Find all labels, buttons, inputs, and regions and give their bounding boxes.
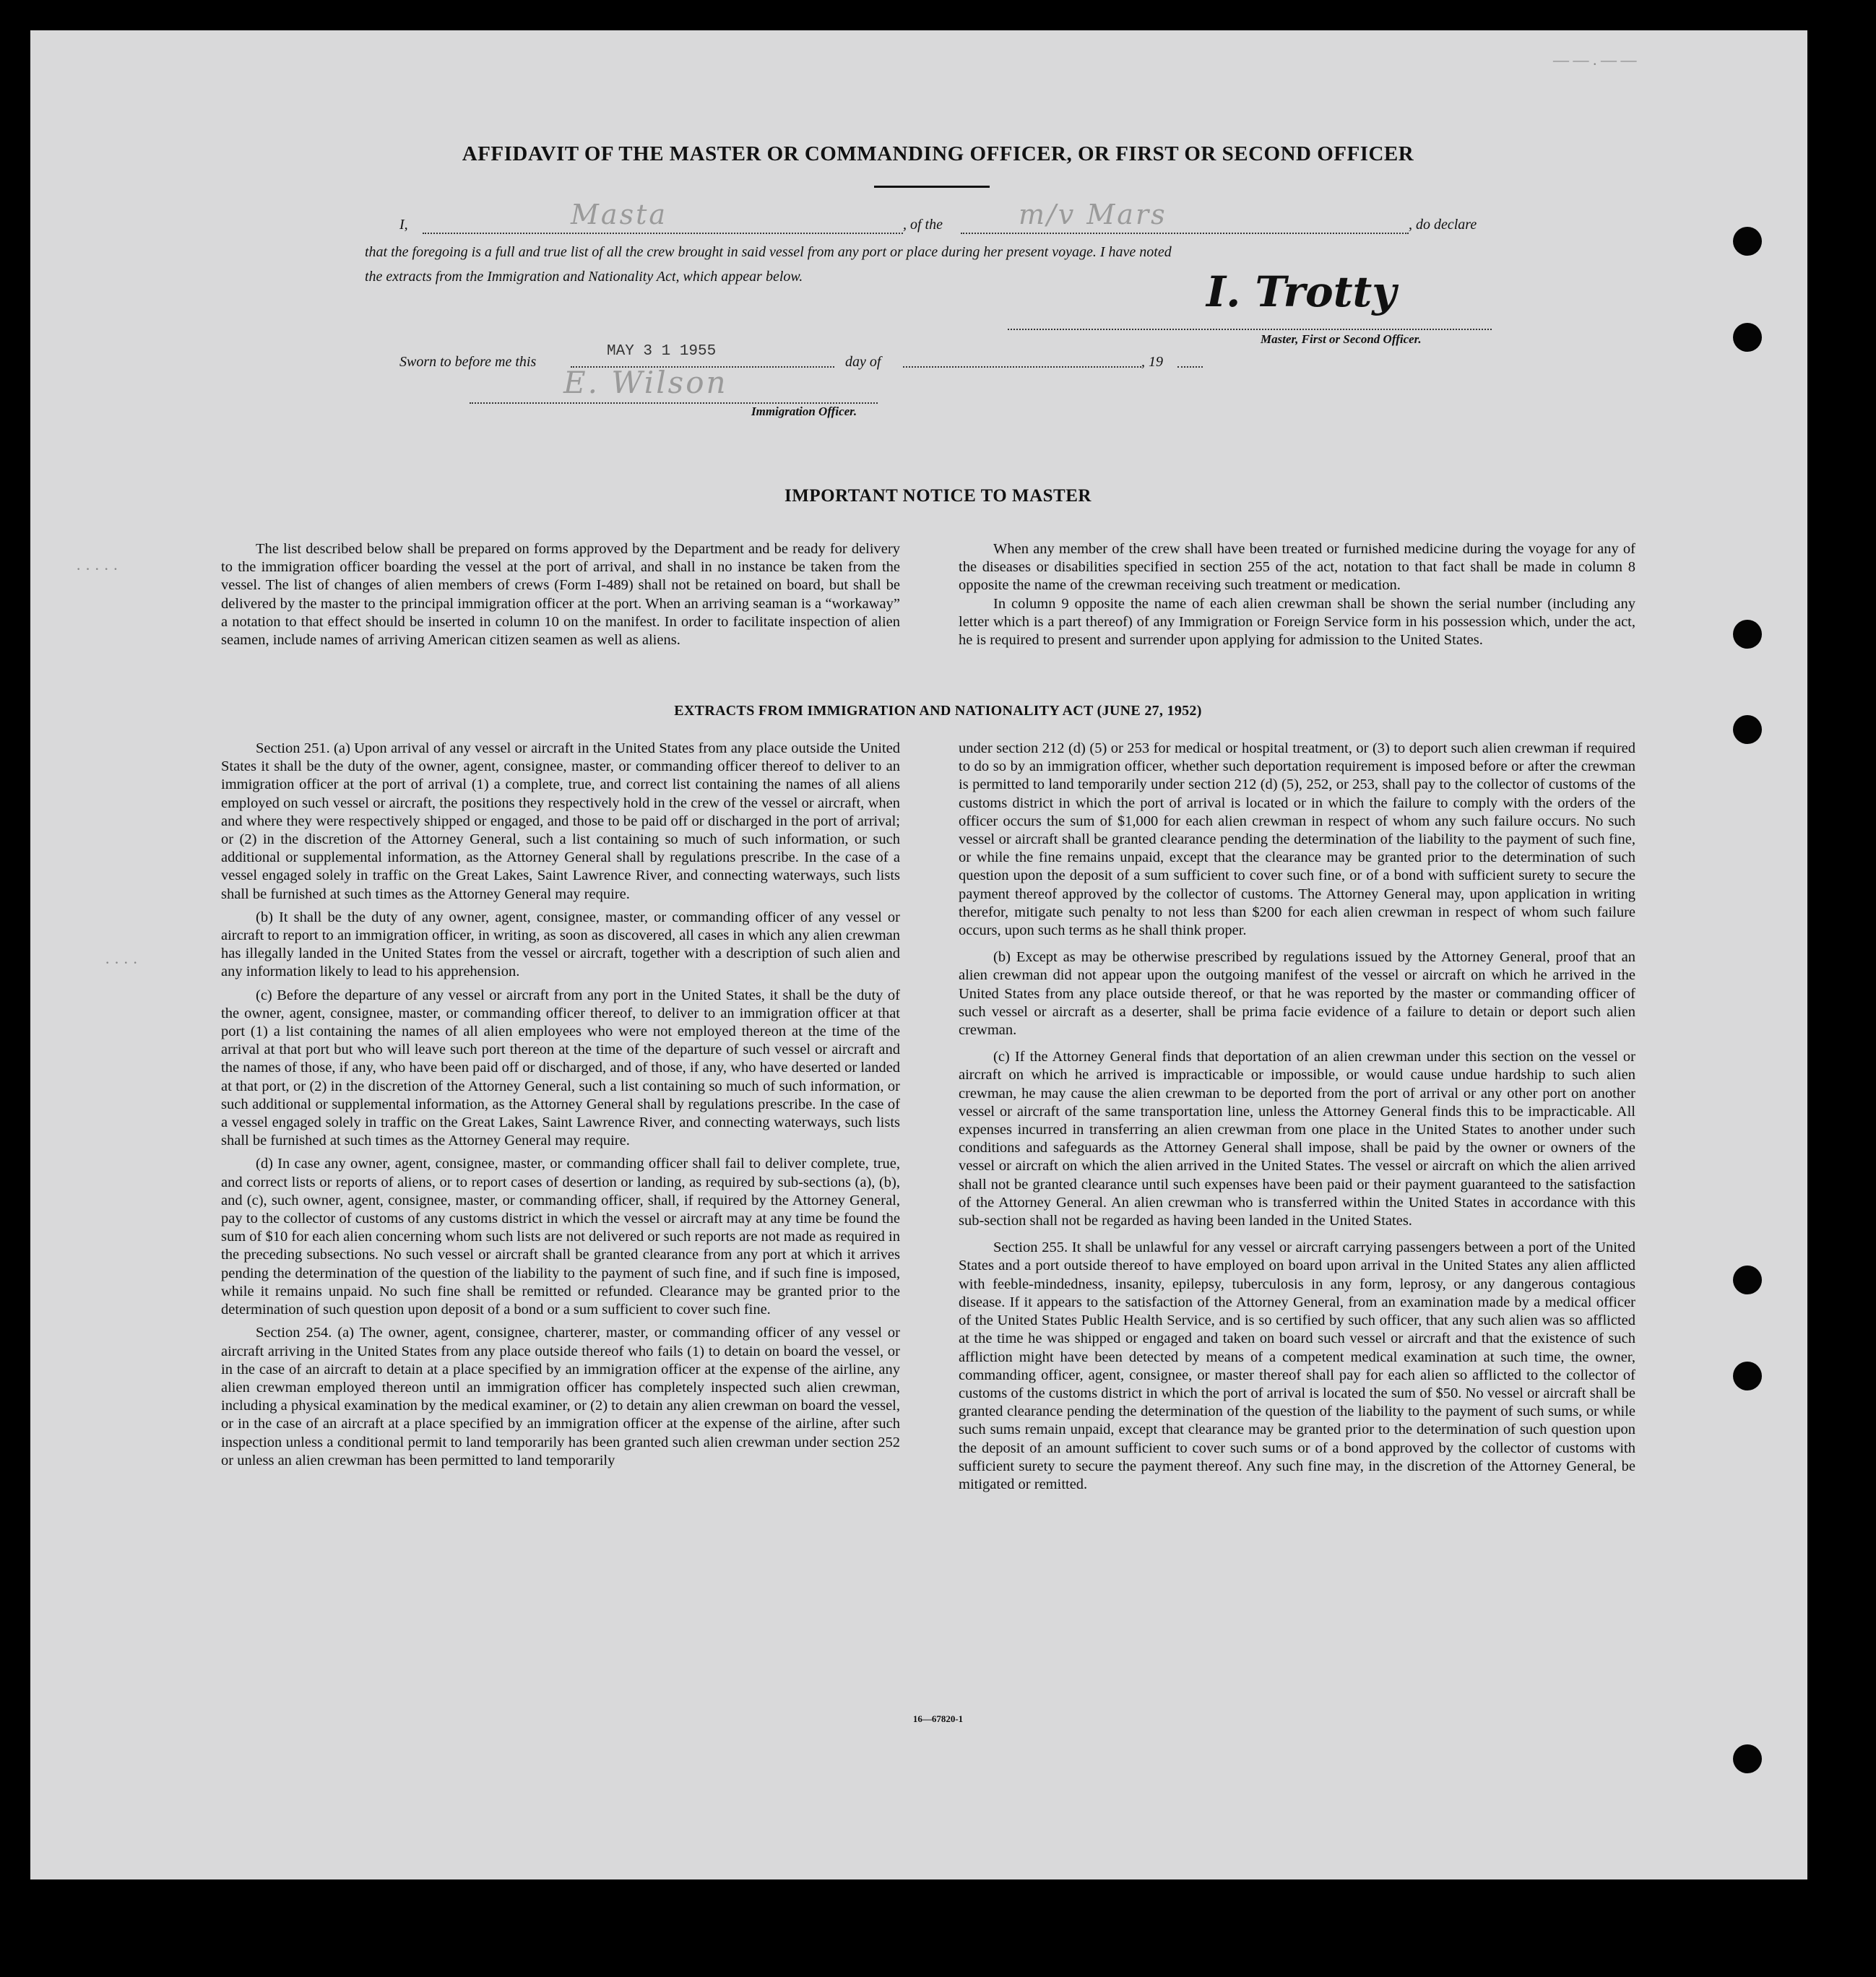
extracts-title: EXTRACTS FROM IMMIGRATION AND NATIONALITY ACT (JUNE 27, 1952) (674, 703, 1202, 719)
sworn-label: Sworn to before me this (399, 354, 537, 370)
margin-marks-left-2: · · · · (105, 953, 138, 972)
vessel-line (961, 233, 1409, 234)
vessel-handwritten: m/v Mars (1019, 199, 1167, 230)
margin-marks-top-right: — — . — — (1553, 51, 1637, 69)
notice-left-column (221, 540, 900, 649)
date-stamp: MAY 3 1 1955 (607, 343, 717, 360)
affidavit-title: AFFIDAVIT OF THE MASTER OR COMMANDING OFFICER, OR FIRST OR SECOND OFFICER (462, 142, 1414, 165)
officer-signature-line (470, 402, 878, 404)
section-251-c: (c) Before the departure of any vessel or aircraft from any port in the United States, it shall be the duty of the owner, agent, consignee, master, or commanding officer thereof, to deliver to an immigration officer at that port (1) a list containing the names of all alien employees who were not employed thereon at the time of the arrival at that port but who will leave such port thereon at the time of the departure of such vessel or aircraft and the names of those, if any, who have been paid off or discharged, and of those, if any, who have deserted or landed at that port, or (2) in the discretion of the Attorney General, such a list containing so much of such information, or such additional or supplemental information, as the Attorney General shall by regulations prescribe. In the case of a vessel engaged solely in traffic on the Great Lakes, Saint Lawrence River, and connecting waterways, such lists shall be furnished at such times as the Attorney General may require. (221, 987, 900, 1149)
extracts-left-column (221, 740, 900, 1470)
section-254-c: (c) If the Attorney General finds that deportation of an alien crewman under this section on the vessel or aircraft on which he arrived is impracticable or impossible, or would cause undue hardship to such alien crewman, he may cause the alien crewman to be deported from the port of arrival or any other port on another vessel or aircraft of the same transportation line, unless the Attorney General finds this to be impracticable. All expenses incurred in transferring an alien crewman from one place in the United States to another under such conditions and safeguards as the Attorney General shall impose, shall be paid by the owner or owners of the vessel or aircraft on which the alien arrived in the United States. The vessel or aircraft on which the alien arrived shall not be granted clearance until such expenses have been paid or their payment guaranteed to the satisfaction of the Attorney General. An alien crewman who is transferred within the United States in accordance with this sub-section shall not be regarded as having been landed in the United States. (959, 1049, 1635, 1229)
section-251-a: Section 251. (a) Upon arrival of any vessel or aircraft in the United States from any place outside the United States it shall be the duty of the owner, agent, consignee, master, or commanding officer thereof to deliver to an immigration officer at the port of arrival (1) a complete, true, and correct list containing the names of all aliens employed on such vessel or aircraft, the positions they respectively hold in the crew of the vessel or aircraft, when and where they were respectively shipped or engaged, and those to be paid off or discharged in the port of arrival; or (2) in the discretion of the Attorney General, such a list containing so much of such information, or such additional or supplemental information, as the Attorney General shall by regulations prescribe. In the case of a vessel engaged solely in traffic on the Great Lakes, Saint Lawrence River, and connecting waterways, such lists shall be furnished at such times as the Attorney General may require. (221, 740, 900, 902)
section-254-a: Section 254. (a) The owner, agent, consignee, charterer, master, or commanding officer of any vessel or aircraft arriving in the United States from any place outside thereof who fails (1) to detain on board the vessel, or in the case of an aircraft to detain at a place specified by an immigration officer at the expense of the airline, any alien crewman employed thereon until an immigration officer has completely inspected such alien crewman, including a physical examination by the medical examiner, or (2) to detain any alien crewman on board the vessel, or in the case of an aircraft at a place specified by an immigration officer at the expense of the airline, after such inspection unless a conditional permit to land temporarily has been granted such alien crewman under section 252 or unless an alien crewman has been permitted to land temporarily (221, 1325, 900, 1468)
punch-hole-3 (1733, 620, 1762, 649)
section-251-d: (d) In case any owner, agent, consignee, master, or commanding officer shall fail to deliver complete, true, and correct lists or reports of aliens, or to report cases of desertion or landing, as required by sub-sections (a), (b), and (c), such owner, agent, consignee, master, or commanding officer, shall, if required by the Attorney General, pay to the collector of customs of any customs district in which the vessel or aircraft may at any time be found the sum of $10 for each alien concerning whom such lists are not delivered or such reports are not made as required in the preceding subsections. No such vessel or aircraft shall be granted clearance from any port at which it arrives pending the determination of the question of the liability to the payment of such fine, and if such fine is imposed, while it remains unpaid. No such fine shall be remitted or refunded. Clearance may be granted prior to the determination of such question upon deposit of a bond or a sum sufficient to cover such fine. (221, 1156, 900, 1318)
form-code: 16—67820-1 (912, 1713, 964, 1724)
day-of-line (903, 366, 1141, 368)
notice-left-paragraph: The list described below shall be prepared on forms approved by the Department and be ready for delivery to the immigration officer boarding the vessel at the port of arrival, and shall in no instance be taken from the vessel. The list of changes of alien members of crews (Form I-489) shall not be retained on board, but shall be delivered by the master to the principal immigration officer at the port. When an arriving seaman is a “workaway” a notation to that effect should be inserted in column 10 on the manifest. In order to facilitate inspection of alien seamen, include names of arriving American citizen seamen as well as aliens. (221, 541, 900, 649)
notice-title: IMPORTANT NOTICE TO MASTER (784, 486, 1092, 506)
extracts-right-column (959, 740, 1635, 1494)
section-254-a-continued: under section 212 (d) (5) or 253 for medical or hospital treatment, or (3) to deport such alien crewman if required to do so by an immigration officer, whether such deportation requirement is imposed before or after the crewman is permitted to land temporarily under section 212 (d) (5), 252, or 253, shall pay to the collector of customs of the customs district in which the port of arrival is located or in which the failure to comply with the orders of the officer occurs the sum of $1,000 for each alien crewman in respect of whom any such failure occurs. No such vessel or aircraft shall be granted clearance pending the determination of the liability to the payment of such fine, or while the fine remains unpaid, except that the clearance may be granted prior to the determination of such question upon the deposit of a sum sufficient to cover such fine, or of a bond with sufficient surety to secure the payment thereof approved by the collector of customs. The Attorney General may, upon application in writing therefor, mitigate such penalty to not less than $200 for each alien crewman in respect of whom such failure occurs, upon such terms as he shall think proper. (959, 740, 1635, 939)
section-251-b: (b) It shall be the duty of any owner, agent, consignee, master, or commanding officer of any vessel or aircraft to report to an immigration officer, in writing, as soon as discovered, all cases in which any alien crewman has illegally landed in the United States from the vessel or aircraft, together with a description of such alien and any information likely to lead to his apprehension. (221, 909, 900, 980)
punch-hole-4 (1733, 715, 1762, 744)
day-of-label: day of (845, 354, 881, 370)
punch-hole-7 (1733, 1744, 1762, 1773)
punch-hole-5 (1733, 1266, 1762, 1294)
do-declare-label: , do declare (1409, 217, 1477, 233)
officer-label: Immigration Officer. (751, 405, 857, 418)
declaration-line-1: that the foregoing is a full and true list of all the crew brought in said vessel from any port or place during her present voyage. I have noted (365, 244, 1172, 260)
punch-hole-6 (1733, 1362, 1762, 1390)
officer-signature: E. Wilson (563, 365, 728, 400)
declaration-line-2: the extracts from the Immigration and Nationality Act, which appear below. (365, 269, 803, 285)
master-signature: I. Trotty (1206, 267, 1396, 316)
punch-hole-2 (1733, 323, 1762, 352)
of-the-label: , of the (903, 217, 943, 233)
section-254-b: (b) Except as may be otherwise prescribed by regulations issued by the Attorney General, proof that an alien crewman did not appear upon the outgoing manifest of the vessel or aircraft on which he arrived in the United States from any place outside thereof, or that he was reported by the master or commanding officer of such vessel or aircraft as a deserter, shall be prima facie evidence of a failure to detain or deport such alien crewman. (959, 949, 1635, 1039)
notice-right-paragraph-1: When any member of the crew shall have been treated or furnished medicine during the voyage for any of the diseases or disabilities specified in section 255 of the act, notation to that fact shall be made in column 8 opposite the name of the crewman receiving such treatment or medication. (959, 541, 1635, 594)
year-line (1177, 366, 1203, 368)
master-label: Master, First or Second Officer. (1261, 332, 1422, 346)
notice-right-paragraph-2: In column 9 opposite the name of each alien crewman shall be shown the serial number (including any letter which is a part thereof) of any Immigration or Foreign Service form in his possession which, under the act, he is required to present and surrender upon applying for admission to the United States. (959, 595, 1635, 649)
margin-marks-left-1: · · · · · (76, 560, 118, 578)
name-handwritten: Masta (571, 199, 667, 230)
i-label: I, (399, 217, 408, 233)
year-label: , 19 (1141, 354, 1163, 370)
master-signature-line (1008, 329, 1492, 330)
title-underline (874, 186, 990, 188)
notice-right-column (959, 540, 1635, 649)
name-line (423, 233, 903, 234)
section-255: Section 255. It shall be unlawful for any vessel or aircraft carrying passengers between a port of the United States and a port outside thereof to have employed on board upon arrival in the United States any alien afflicted with feeble-mindedness, insanity, epilepsy, tuberculosis in any form, leprosy, or any dangerous contagious disease. If it appears to the satisfaction of the Attorney General, from an examination made by a medical officer of the United States Public Health Service, and is so certified by such officer, that any such alien was so afflicted at the time he was shipped or engaged and taken on board such vessel or aircraft and that the existence of such affliction might have been detected by means of a competent medical examination at such time, the owner, commanding officer, agent, consignee, or master thereof shall pay for each alien so afflicted to the collector of customs of the customs district in which the port of arrival is located the sum of $50. No vessel or aircraft shall be granted clearance pending the determination of the question of the liability to the payment of such sums, or while such sums remain unpaid, except that clearance may be granted prior to the determination of such question upon the deposit of an amount sufficient to cover such sums or of a bond approved by the collector of customs with sufficient surety to secure the payment thereof. Any such fine may, in the discretion of the Attorney General, be mitigated or remitted. (959, 1240, 1635, 1492)
punch-hole-1 (1733, 227, 1762, 256)
